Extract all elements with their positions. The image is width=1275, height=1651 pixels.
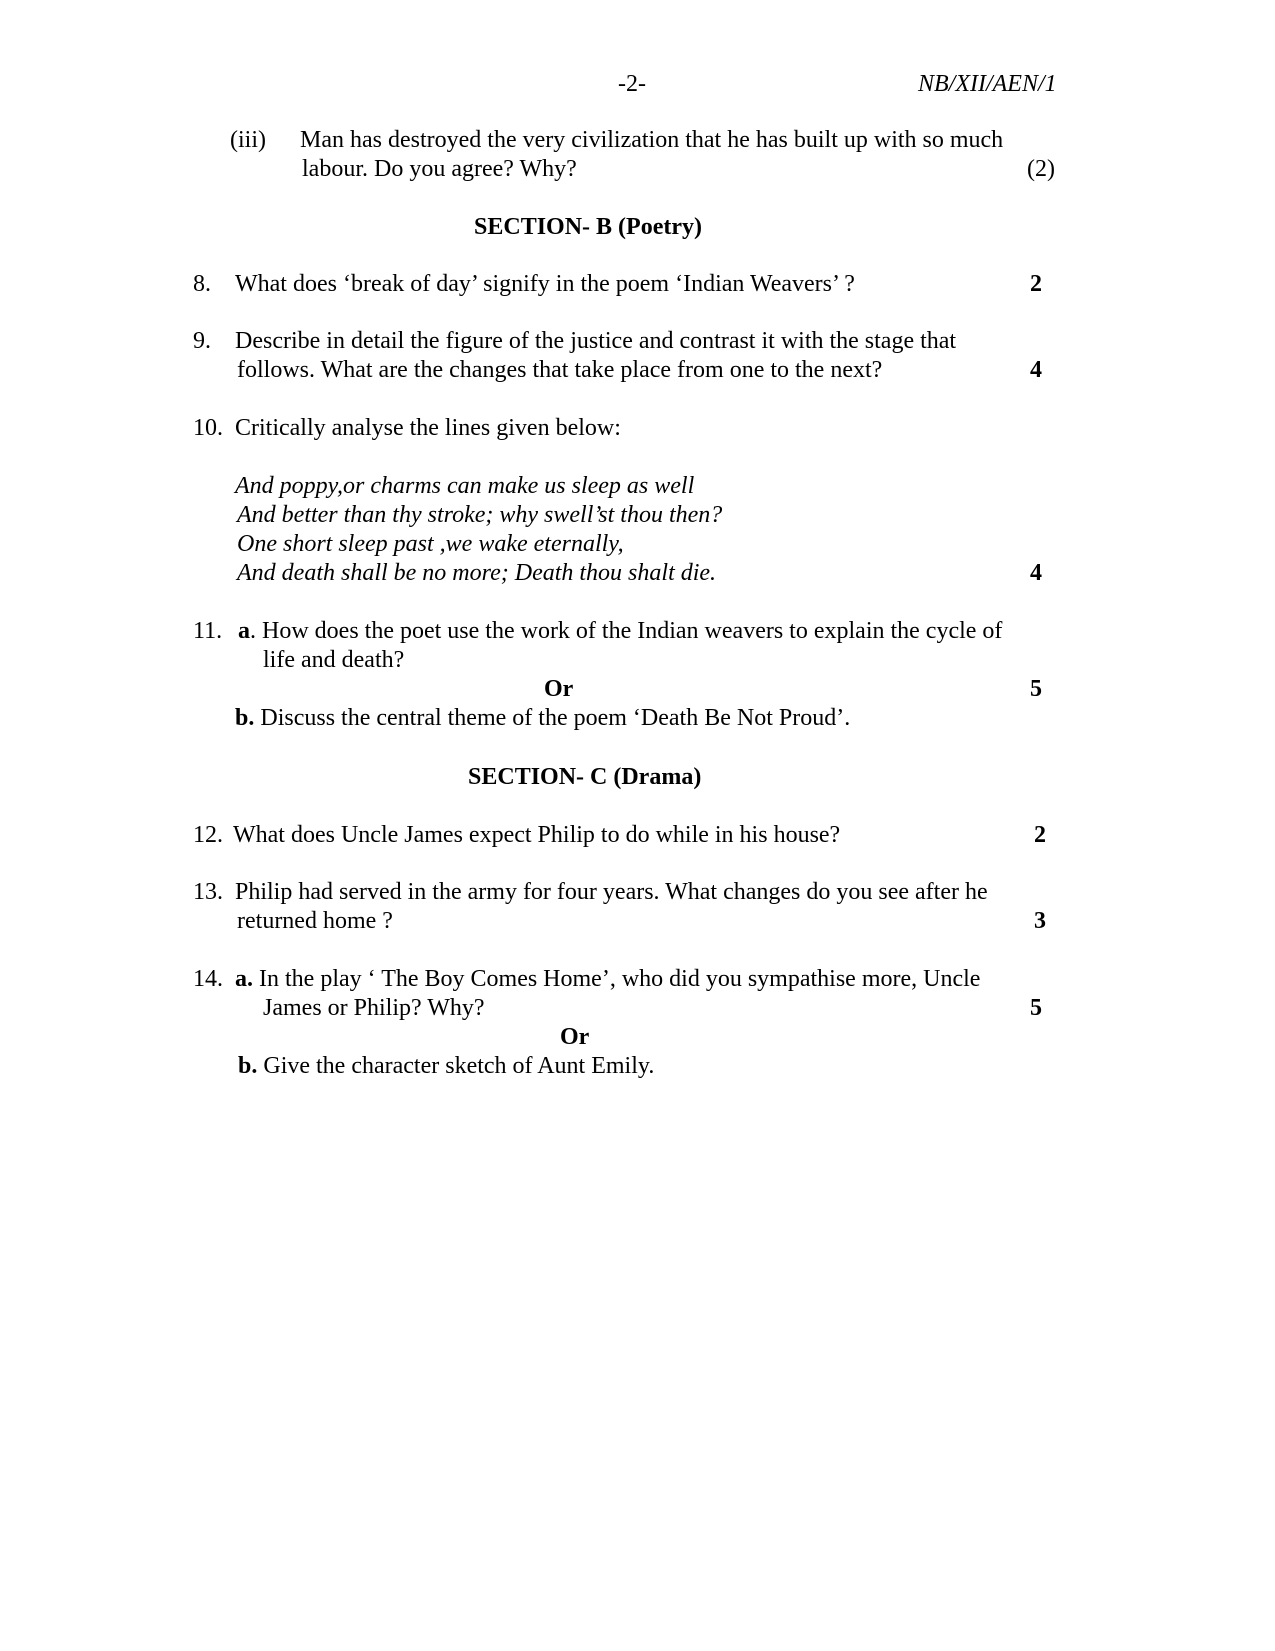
q10-poem-line-3: One short sleep past ,we wake eternally, xyxy=(237,531,624,557)
q11-a-line2: life and death? xyxy=(263,647,405,673)
page-number: -2- xyxy=(618,71,646,97)
q7-iii-label: (iii) xyxy=(230,127,266,153)
q7-iii-line2: labour. Do you agree? Why? xyxy=(302,156,577,182)
q13-line1: Philip had served in the army for four years. What changes do you see after he xyxy=(235,879,988,905)
q9-number: 9. xyxy=(193,328,211,354)
q10-text: Critically analyse the lines given below: xyxy=(235,415,621,441)
q13-number: 13. xyxy=(193,879,223,905)
q11-marks: 5 xyxy=(1030,676,1042,702)
q11-a xyxy=(238,616,1002,646)
q11-number: 11. xyxy=(193,618,223,644)
q14-b xyxy=(238,1051,654,1081)
q11-b xyxy=(235,703,850,733)
q14-a-label: a. xyxy=(235,966,253,992)
q12-text: What does Uncle James expect Philip to do while in his house? xyxy=(233,822,841,848)
q11-a-line1: . How does the poet use the work of the Indian weavers to explain the cycle of xyxy=(250,618,1003,644)
section-b-title: SECTION- B (Poetry) xyxy=(474,214,702,240)
q9-line1: Describe in detail the figure of the justice and contrast it with the stage that xyxy=(235,328,957,354)
q11-or: Or xyxy=(544,676,574,702)
paper-code: NB/XII/AEN/1 xyxy=(918,71,1057,97)
q10-poem-line-4: And death shall be no more; Death thou shalt die. xyxy=(237,560,717,586)
q14-b-label: b. xyxy=(238,1053,258,1079)
section-c-title: SECTION- C (Drama) xyxy=(468,764,702,790)
q7-iii-line1: Man has destroyed the very civilization that he has built up with so much xyxy=(300,127,1004,153)
q10-poem-line-2: And better than thy stroke; why swell’st thou then? xyxy=(237,502,723,528)
q14-a xyxy=(235,964,980,994)
q14-number: 14. xyxy=(193,966,223,992)
q8-number: 8. xyxy=(193,271,211,297)
q14-marks: 5 xyxy=(1030,995,1042,1021)
q11-b-label: b. xyxy=(235,705,255,731)
q12-number: 12. xyxy=(193,822,223,848)
q11-a-label: a xyxy=(238,618,250,644)
q13-marks: 3 xyxy=(1034,908,1046,934)
q13-line2: returned home ? xyxy=(237,908,393,934)
q10-marks: 4 xyxy=(1030,560,1042,586)
q10-number: 10. xyxy=(193,415,223,441)
q9-marks: 4 xyxy=(1030,357,1042,383)
q11-b-text: Discuss the central theme of the poem ‘Death Be Not Proud’. xyxy=(254,705,851,731)
q9-line2: follows. What are the changes that take place from one to the next? xyxy=(237,357,883,383)
q14-a-line1: In the play ‘ The Boy Comes Home’, who did you sympathise more, Uncle xyxy=(253,966,981,992)
q14-a-line2: James or Philip? Why? xyxy=(263,995,485,1021)
q14-b-text: Give the character sketch of Aunt Emily. xyxy=(257,1053,655,1079)
q12-marks: 2 xyxy=(1034,822,1046,848)
q10-poem-line-1: And poppy,or charms can make us sleep as well xyxy=(235,473,695,499)
q8-marks: 2 xyxy=(1030,271,1042,297)
q8-text: What does ‘break of day’ signify in the poem ‘Indian Weavers’ ? xyxy=(235,271,855,297)
q14-or: Or xyxy=(560,1024,590,1050)
q7-iii-marks: (2) xyxy=(1027,156,1055,182)
